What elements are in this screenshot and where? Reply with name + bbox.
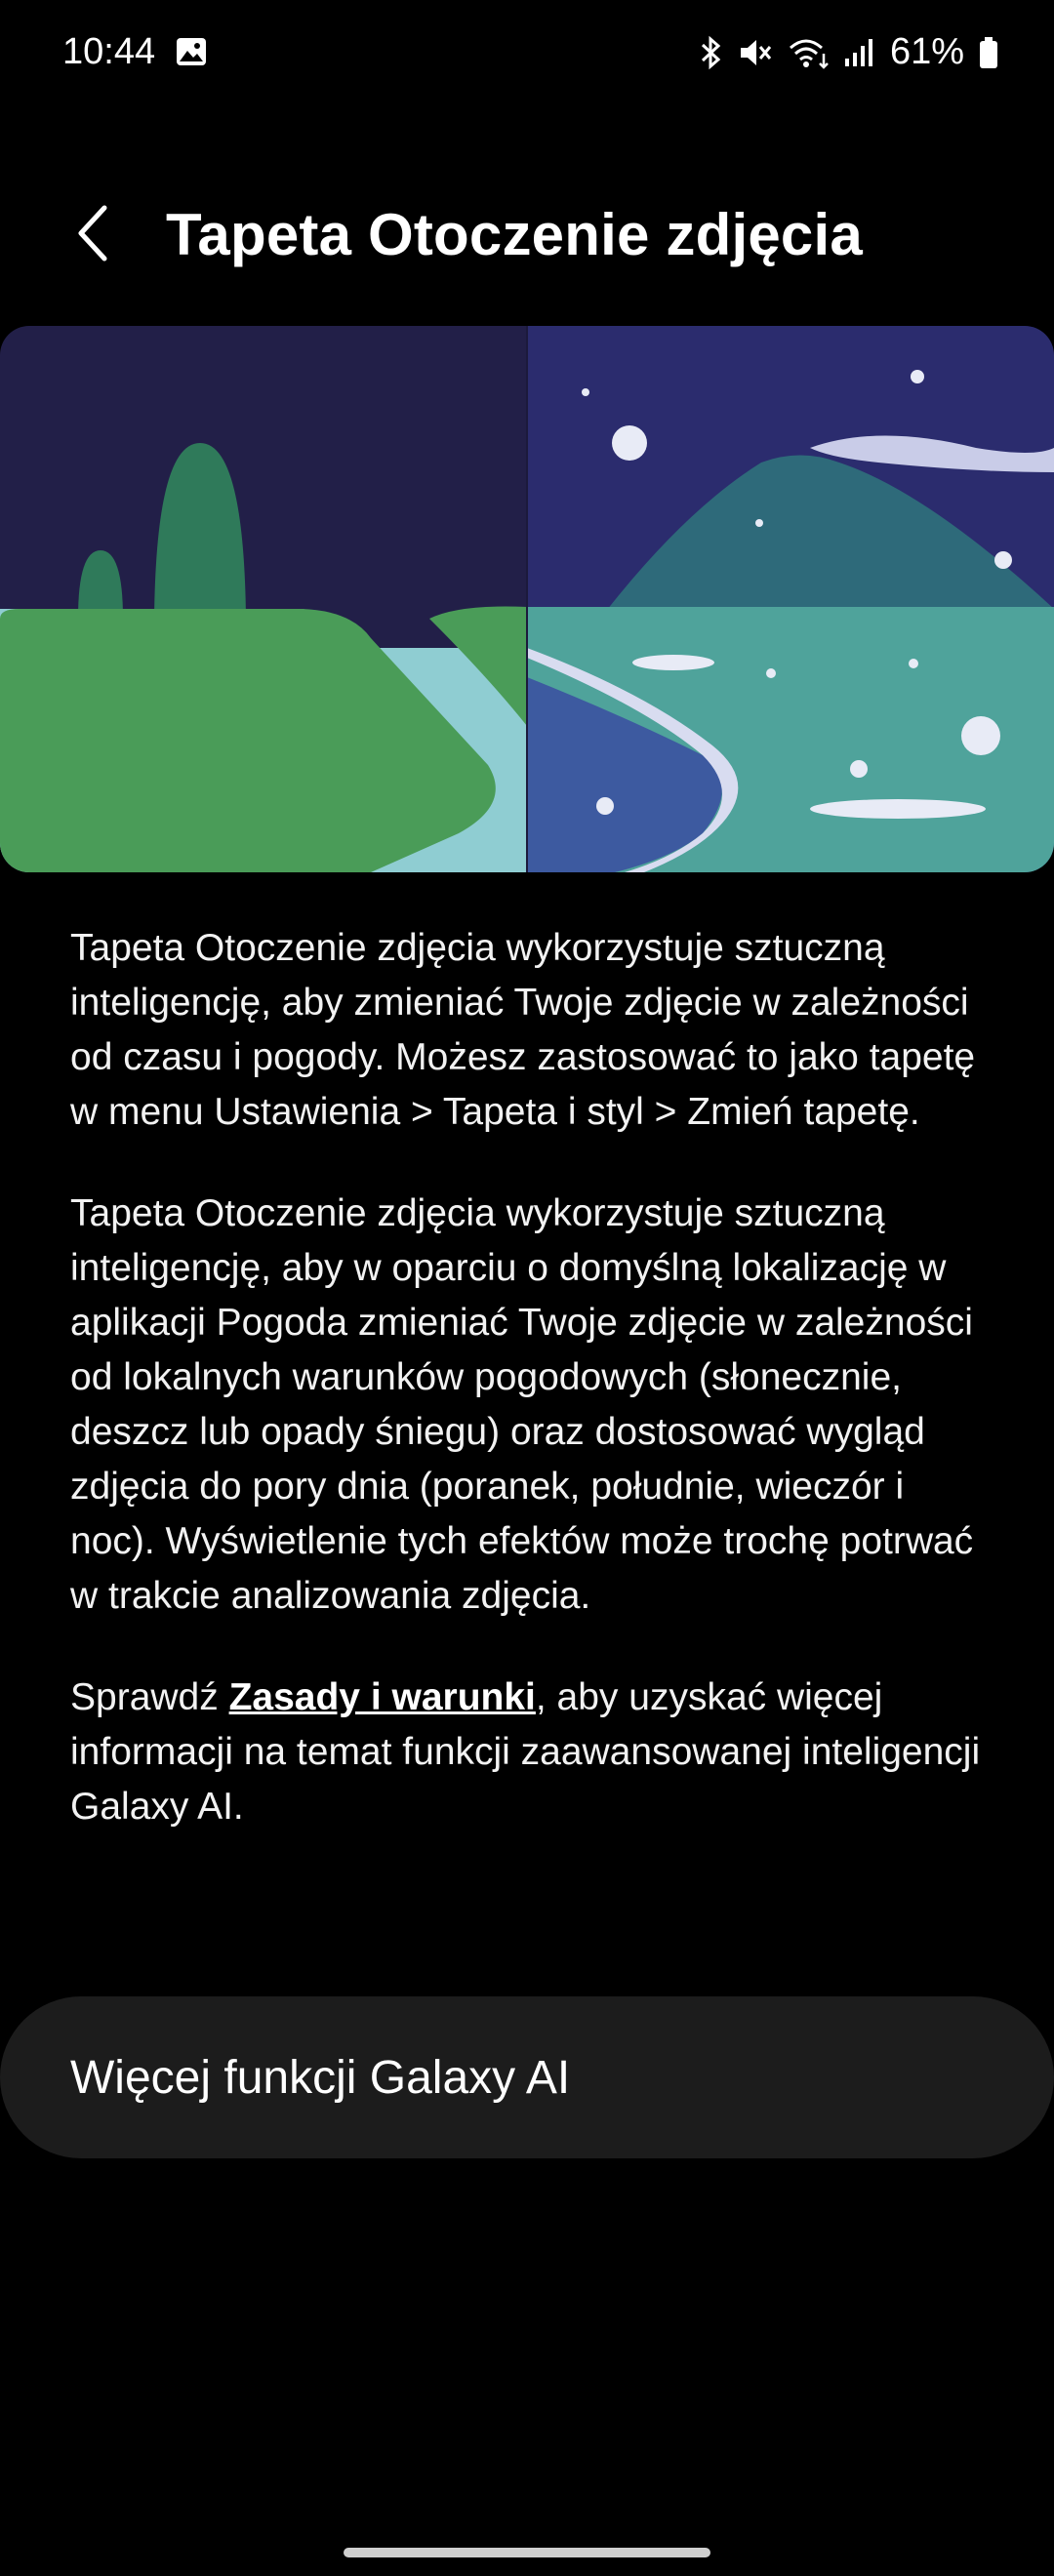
battery-icon: [978, 36, 999, 69]
terms-suffix: , aby uzyskać więcej informacji na temat funkcji zaawansowanej inteligencji Galaxy AI.: [70, 1676, 981, 1828]
status-icons: [699, 31, 999, 73]
terms-prefix: Sprawdź: [70, 1676, 229, 1718]
description-paragraph-1: Tapeta Otoczenie zdjęcia wykorzystuje sztuczną inteligencję, aby zmieniać Twoje zdjęcie w zależności od czasu i pogody. Możesz zastosować to jako tapetę w menu Ustawienia > Tapeta i styl > Zmień tapetę.: [70, 927, 976, 1133]
gallery-icon: [176, 37, 207, 66]
description-paragraph-2: Tapeta Otoczenie zdjęcia wykorzystuje sztuczną inteligencję, aby w oparciu o domyślną lokalizację w aplikacji Pogoda zmieniać Twoje zdjęcie w zależności od lokalnych warunków pogodowych (słonecznie, deszcz lub opady śniegu) oraz dostosować wygląd zdjęcia do pory dnia (poranek, południe, wieczór i noc). Wyświetlenie tych efektów może trochę potrwać w trakcie analizowania zdjęcia.: [70, 1192, 974, 1617]
back-button[interactable]: [59, 199, 127, 267]
terms-paragraph: [70, 1670, 997, 1834]
wifi-icon: [787, 36, 830, 69]
chevron-left-icon: [73, 202, 112, 264]
day-night-landscape-illustration: [0, 326, 1054, 872]
page-title: Tapeta Otoczenie zdjęcia: [166, 202, 863, 267]
bluetooth-icon: [699, 35, 724, 70]
day-scene: [0, 326, 527, 872]
mute-icon: [738, 36, 773, 69]
terms-and-conditions-link[interactable]: Zasady i warunki: [228, 1676, 536, 1718]
battery-percent: 61%: [889, 31, 964, 72]
more-galaxy-ai-features-button[interactable]: [0, 1996, 1054, 2158]
description-text: [70, 921, 997, 1881]
top-app-bar: [0, 185, 1054, 283]
status-bar: [0, 0, 1054, 107]
gesture-navigation-handle[interactable]: [344, 2548, 710, 2557]
more-galaxy-ai-features-label: Więcej funkcji Galaxy AI: [70, 2051, 571, 2104]
night-scene: [527, 326, 1054, 872]
status-time: 10:44: [62, 31, 156, 72]
signal-icon: [843, 37, 876, 68]
